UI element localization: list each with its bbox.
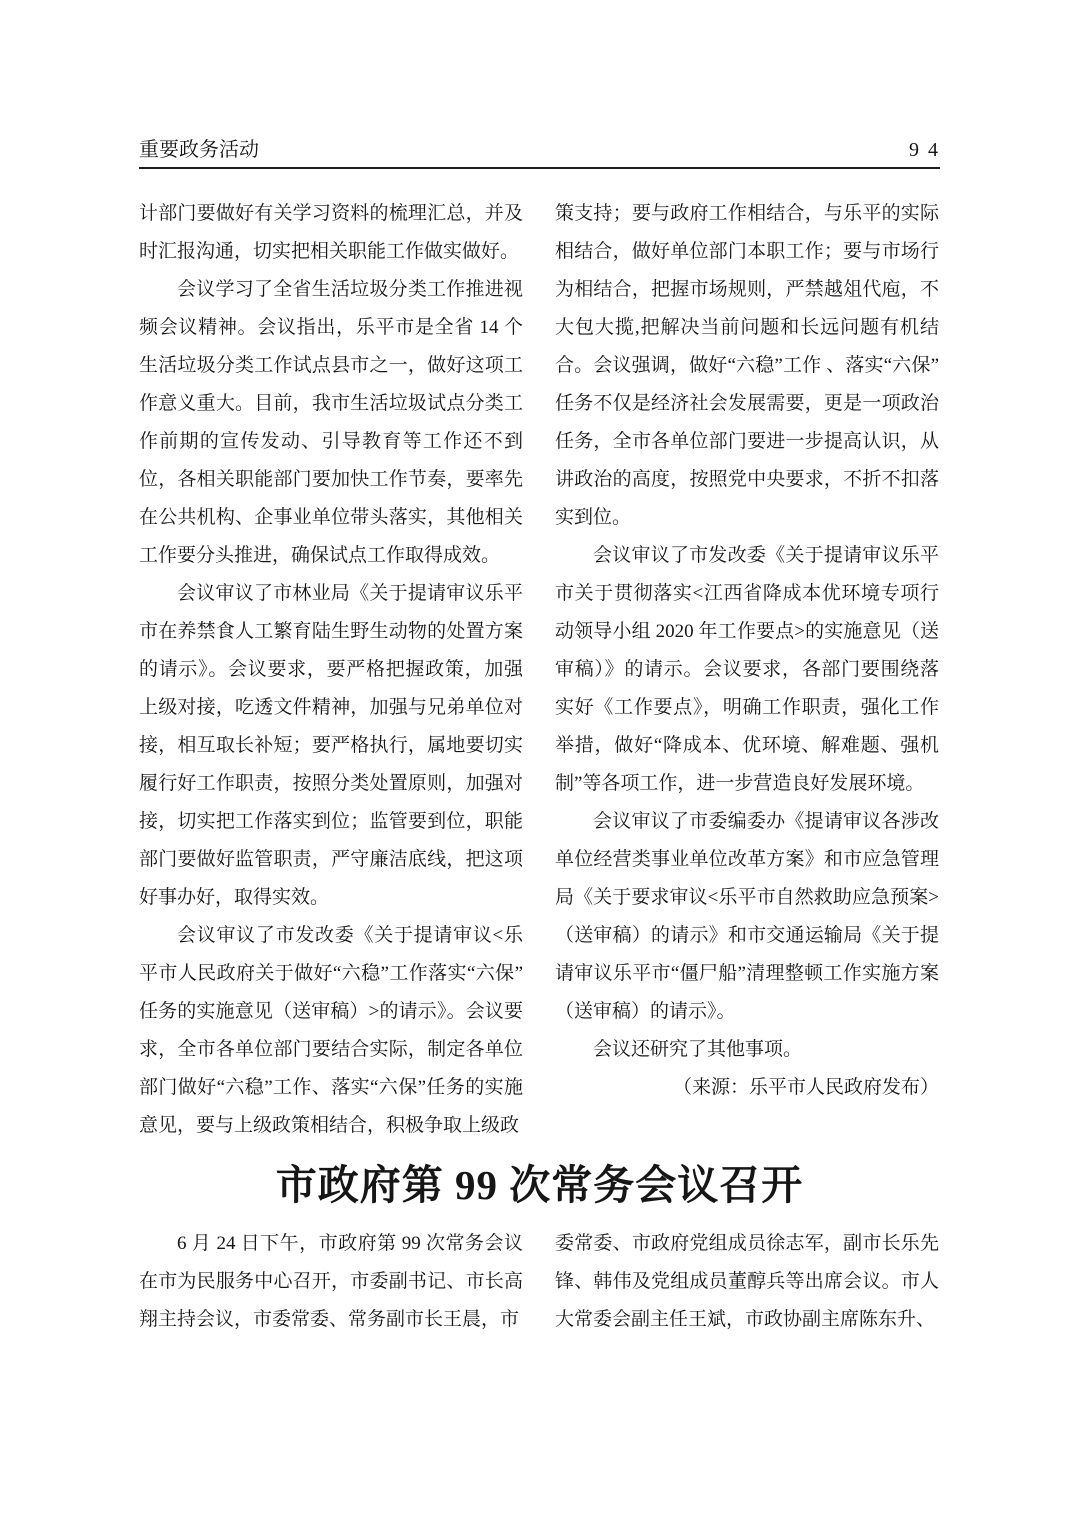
page-number: 9 4 — [909, 139, 940, 161]
source-attribution: （来源：乐平市人民政府发布） — [672, 1077, 939, 1098]
section-title: 重要政务活动 — [139, 139, 259, 161]
article2-right-column — [555, 1225, 939, 1339]
paragraph: 会议审议了市林业局《关于提请审议乐平市在养禁食人工繁育陆生野生动物的处置方案的请示》。会议要求，要严格把握政策，加强上级对接，吃透文件精神，加强与兄弟单位对接，相互取长补短；要严格执行，属地要切实履行好工作职责，按照分类处置原则，加强对接，切实把工作落实到位；监管要到位，职能部门要做好监管职责，严守廉洁底线，把这项好事办好，取得实效。 — [139, 583, 523, 908]
article2-columns — [139, 1225, 940, 1339]
article1-right-column — [555, 195, 939, 1145]
paragraph: 6 月 24 日下午，市政府第 99 次常务会议在市为民服务中心召开，市委副书记、市长高翔主持会议，市委常委、常务副市长王晨，市 — [139, 1233, 523, 1330]
paragraph: 计部门要做好有关学习资料的梳理汇总，并及时汇报沟通，切实把相关职能工作做实做好。 — [139, 203, 523, 262]
running-header — [139, 138, 940, 169]
article2-left-column — [139, 1225, 523, 1339]
article1-left-column — [139, 195, 523, 1145]
paragraph: 会议还研究了其他事项。 — [593, 1039, 803, 1060]
paragraph: 会议学习了全省生活垃圾分类工作推进视频会议精神。会议指出，乐平市是全省 14 个生活垃圾分类工作试点县市之一，做好这项工作意义重大。目前，我市生活垃圾试点分类工作前期的宣传发动、引导教育等工作还不到位，各相关职能部门要加快工作节奏，要率先在公共机构、企事业单位带头落实，其他相关工作要分头推进，确保试点工作取得成效。 — [139, 279, 523, 566]
article2-title: 市政府第 99 次常务会议召开 — [275, 1162, 804, 1208]
paragraph: 会议审议了市发改委《关于提请审议<乐平市人民政府关于做好“六稳”工作落实“六保”任务的实施意见（送审稿）>的请示》。会议要求，全市各单位部门要结合实际，制定各单位部门做好“六稳”工作、落实“六保”任务的实施意见，要与上级政策相结合，积极争取上级政 — [139, 925, 523, 1136]
paragraph: 委常委、市政府党组成员徐志军，副市长乐先锋、韩伟及党组成员董醇兵等出席会议。市人大常委会副主任王斌，市政协副主席陈东升、 — [555, 1233, 939, 1330]
paragraph: 策支持；要与政府工作相结合，与乐平的实际相结合，做好单位部门本职工作；要与市场行为相结合，把握市场规则，严禁越俎代庖，不大包大揽,把解决当前问题和长远问题有机结合。会议强调，做好“六稳”工作 、落实“六保”任务不仅是经济社会发展需要，更是一项政治任务，全市各单位部门要进一步提高认识，从讲政治的高度，按照党中央要求，不折不扣落实到位。 — [555, 203, 939, 528]
article1-columns — [139, 195, 940, 1145]
paragraph: 会议审议了市发改委《关于提请审议乐平市关于贯彻落实<江西省降成本优环境专项行动领导小组 2020 年工作要点>的实施意见（送审稿）》的请示。会议要求，各部门要围绕落实好《工作要点》，明确工作职责，强化工作举措，做好“降成本、优环境、解难题、强机制”等各项工作，进一步营造良好发展环境。 — [555, 545, 939, 794]
paragraph: 会议审议了市委编委办《提请审议各涉改单位经营类事业单位改革方案》和市应急管理局《关于要求审议<乐平市自然救助应急预案>（送审稿）的请示》和市交通运输局《关于提请审议乐平市“僵尸船”清理整顿工作实施方案（送审稿）的请示》。 — [555, 811, 939, 1022]
page-content — [139, 138, 940, 1339]
